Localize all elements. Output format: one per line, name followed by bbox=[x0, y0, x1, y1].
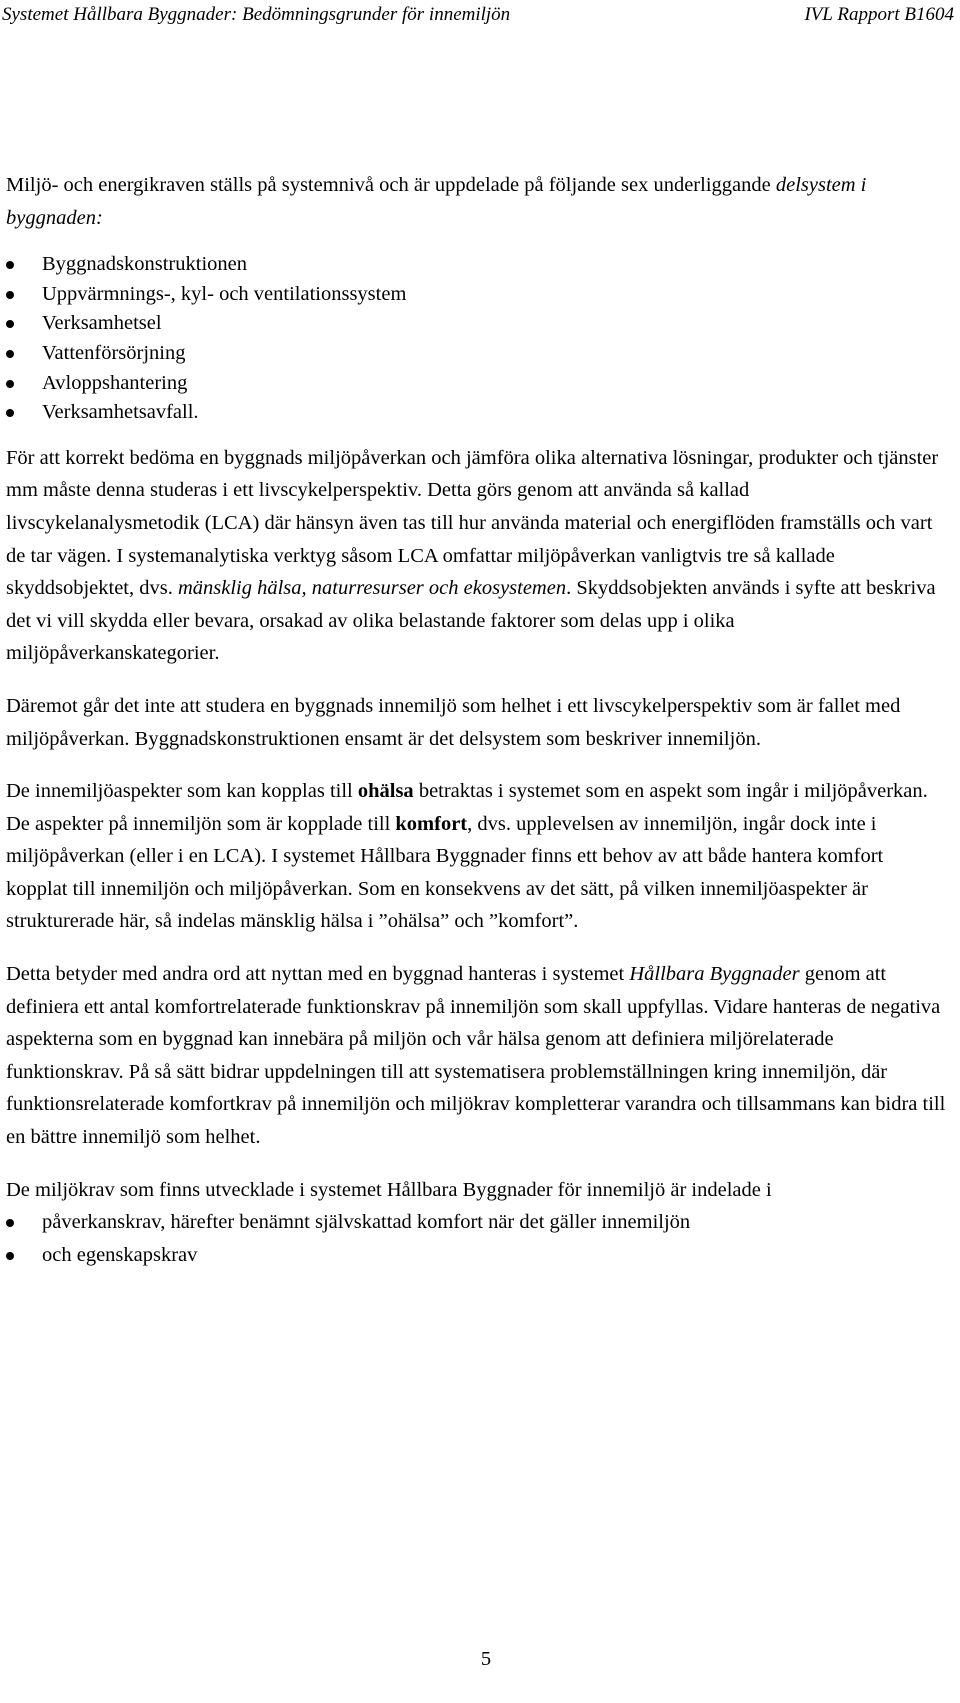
intro-paragraph bbox=[6, 169, 946, 234]
health-text-part2: betraktas i systemet som en aspekt som ingår i miljöpåverkan. De aspekter på innemiljön som är kopplade till bbox=[6, 780, 928, 835]
bullet-icon bbox=[6, 409, 14, 417]
header-document-title: Systemet Hållbara Byggnader: Bedömningsgrunder för innemiljön bbox=[2, 4, 511, 25]
document-body bbox=[6, 169, 946, 1271]
list-item bbox=[6, 339, 946, 369]
bullet-icon bbox=[6, 1252, 14, 1260]
health-bold-komfort: komfort bbox=[395, 812, 468, 835]
list-item-text: Verksamhetsavfall. bbox=[42, 401, 199, 424]
list-item-text: påverkanskrav, härefter benämnt självskattad komfort när det gäller innemiljön bbox=[42, 1211, 691, 1234]
meaning-text-part2: genom att definiera ett antal komfortrelaterade funktionskrav på innemiljön som skall uppfyllas. Vidare hanteras de negativa aspekterna som en byggnad kan innebära på miljön och vår hälsa genom att definiera miljörelaterade funktionskrav. På så sätt bidrar uppdelningen till att systematisera problemställningen kring innemiljön, där funktionsrelaterade komfortkrav på innemiljön och miljökrav kompletterar varandra och tillsammans kan bidra till en bättre innemiljö som helhet. bbox=[6, 963, 946, 1149]
requirement-type-list bbox=[6, 1206, 946, 1271]
bullet-icon bbox=[6, 350, 14, 358]
lca-paragraph bbox=[6, 442, 946, 670]
health-bold-ohalsa: ohälsa bbox=[357, 780, 414, 803]
list-item-text: Verksamhetsel bbox=[42, 312, 162, 335]
intro-emphasis: delsystem i byggnaden: bbox=[6, 174, 867, 229]
meaning-emphasis: Hållbara Byggnader bbox=[629, 963, 800, 986]
list-item bbox=[6, 398, 946, 428]
list-item-text: Byggnadskonstruktionen bbox=[42, 253, 247, 276]
bullet-icon bbox=[6, 291, 14, 299]
bullet-icon bbox=[6, 261, 14, 269]
subsystem-list bbox=[6, 250, 946, 428]
list-item bbox=[6, 1206, 946, 1239]
lca-text-part2: . Skyddsobjekten används i syfte att beskriva det vi vill skydda eller bevara, orsakad av olika belastande faktorer som delas upp i olika miljöpåverkanskategorier. bbox=[6, 577, 936, 665]
requirements-paragraph: De miljökrav som finns utvecklade i systemet Hållbara Byggnader för innemiljö är indelade i bbox=[6, 1178, 772, 1201]
intro-text: Miljö- och energikraven ställs på systemnivå och är uppdelade på följande sex underliggande bbox=[6, 174, 776, 196]
indoor-paragraph: Däremot går det inte att studera en byggnads innemiljö som helhet i ett livscykelperspektiv som är fallet med miljöpåverkan. Byggnadskonstruktionen ensamt är det delsystem som beskriver innemiljön. bbox=[6, 694, 901, 750]
health-text-part3: , dvs. upplevelsen av innemiljön, ingår dock inte i miljöpåverkan (eller i en LCA). I systemet Hållbara Byggnader finns ett behov av att både hantera komfort kopplat till innemiljön och miljöpåverkan. Som en konsekvens av det sätt, på vilken innemiljöaspekter är strukturerade här, så indelas mänsklig hälsa i ”ohälsa” och ”komfort”. bbox=[6, 812, 884, 933]
page-number: 5 bbox=[480, 1648, 492, 1670]
bullet-icon bbox=[6, 1219, 14, 1227]
bullet-icon bbox=[6, 320, 14, 328]
meaning-paragraph bbox=[6, 958, 946, 1154]
list-item bbox=[6, 369, 946, 399]
list-item-text: Avloppshantering bbox=[42, 371, 188, 394]
health-paragraph bbox=[6, 775, 946, 938]
list-item-text: Vattenförsörjning bbox=[42, 341, 186, 364]
meaning-text-part1: Detta betyder med andra ord att nyttan med en byggnad hanteras i systemet bbox=[6, 963, 630, 986]
health-text-part1: De innemiljöaspekter som kan kopplas till bbox=[6, 780, 358, 803]
header-report-number: IVL Rapport B1604 bbox=[804, 4, 954, 25]
lca-text-part1: För att korrekt bedöma en byggnads miljöpåverkan och jämföra olika alternativa lösningar, produkter och tjänster mm måste denna studeras i ett livscykelperspektiv. Detta görs genom att använda så kallad livscykelanalysmetodik (LCA) där hänsyn även tas till hur använda material och energiflöden framställs och vart de tar vägen. I systemanalytiska verktyg såsom LCA omfattar miljöpåverkan vanligtvis tre så kallade skyddsobjektet, dvs. bbox=[6, 446, 939, 600]
list-item-text: Uppvärmnings-, kyl- och ventilationssystem bbox=[42, 282, 407, 305]
list-item bbox=[6, 250, 946, 280]
list-item bbox=[6, 1239, 946, 1272]
list-item bbox=[6, 309, 946, 339]
page-header bbox=[2, 4, 954, 34]
list-item bbox=[6, 280, 946, 310]
bullet-icon bbox=[6, 380, 14, 388]
list-item-text: och egenskapskrav bbox=[42, 1243, 198, 1266]
lca-emphasis: mänsklig hälsa, naturresurser och ekosystemen bbox=[177, 577, 567, 600]
